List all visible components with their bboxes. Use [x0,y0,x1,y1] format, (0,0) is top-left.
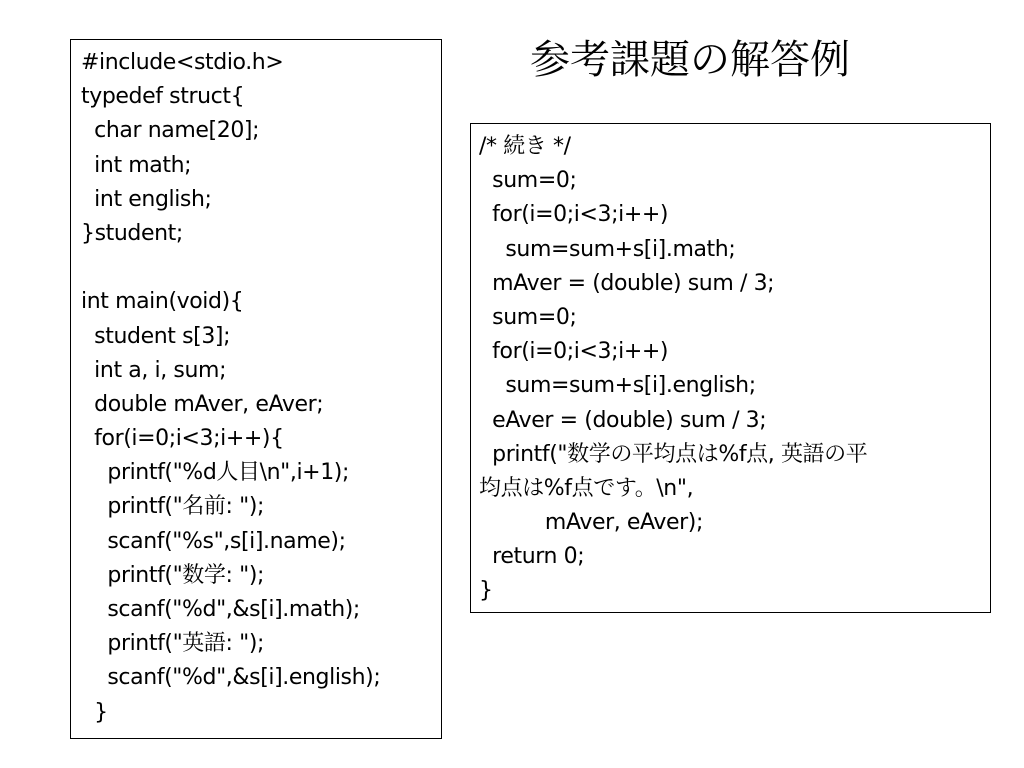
code-line: for(i=0;i<3;i++) [479,339,669,365]
code-line: int math; [81,152,192,178]
code-line: int a, i, sum; [81,357,227,383]
code-line: int english; [81,186,212,212]
code-line: char name[20]; [81,118,260,144]
code-line: } [81,699,108,725]
code-line: sum=sum+s[i].english; [479,373,756,399]
code-line: student s[3]; [81,323,231,349]
code-line: scanf("%d",&s[i].english); [81,665,381,691]
code-box-left [70,39,442,739]
code-line: sum=0; [479,304,577,330]
code-line: for(i=0;i<3;i++){ [81,426,284,452]
code-line: typedef struct{ [81,84,245,110]
code-line: eAver = (double) sum / 3; [479,407,767,433]
code-line: int main(void){ [81,289,244,315]
code-line: #include<stdio.h> [81,50,284,75]
code-line: printf("数学: "); [81,562,265,588]
slide-title: 参考課題の解答例 [530,37,850,83]
code-line-blank [81,251,431,285]
code-line: } [479,578,493,604]
code-box-right [470,123,991,613]
code-line: mAver, eAver); [479,510,703,536]
code-line: double mAver, eAver; [81,391,324,417]
code-line: printf("名前: "); [81,494,265,520]
code-line: for(i=0;i<3;i++) [479,202,669,228]
code-line: }student; [81,220,183,246]
code-line: 均点は%f点です。\n", [479,475,694,501]
code-line: sum=0; [479,168,577,194]
code-line: sum=sum+s[i].math; [479,236,736,262]
code-line: mAver = (double) sum / 3; [479,270,775,296]
code-line: printf("英語: "); [81,631,265,657]
code-line: scanf("%s",s[i].name); [81,528,346,554]
code-line: return 0; [479,544,585,570]
code-line: /* 続き */ [479,134,571,159]
code-line: scanf("%d",&s[i].math); [81,597,360,622]
code-line: printf("数学の平均点は%f点, 英語の平 [479,441,868,467]
code-line: printf("%d人目\n",i+1); [81,460,349,486]
